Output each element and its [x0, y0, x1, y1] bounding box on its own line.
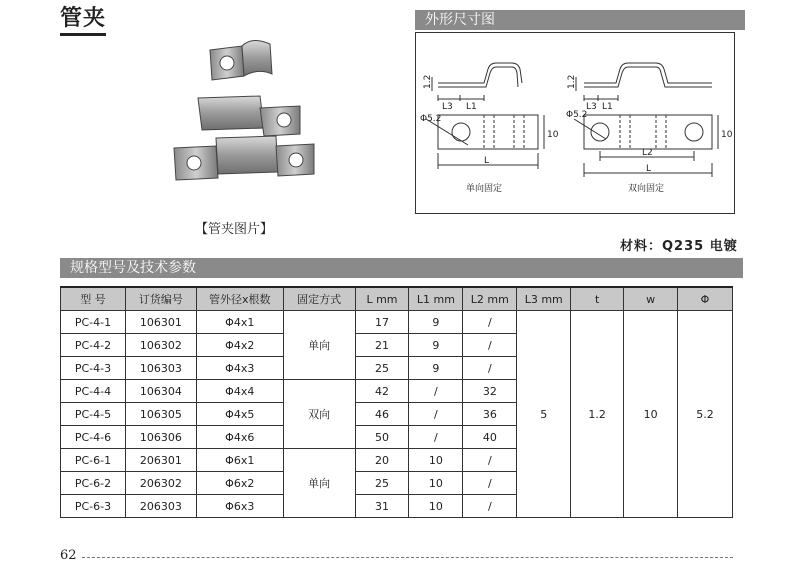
left-caption: 单向固定 [466, 184, 503, 194]
cell-w: 10 [624, 311, 678, 518]
cell-l1: 9 [409, 357, 463, 380]
header-l: L mm [355, 287, 409, 311]
cell-l: 46 [355, 403, 409, 426]
cell-l: 17 [355, 311, 409, 334]
cell-order: 106302 [125, 334, 196, 357]
cell-l1: 9 [409, 334, 463, 357]
right-l3-label: L3 [586, 102, 597, 112]
cell-l2: / [463, 449, 517, 472]
table-row [61, 311, 733, 334]
header-phi: Φ [678, 287, 733, 311]
cell-pipe: Φ6x3 [196, 495, 283, 518]
cell-t: 1.2 [571, 311, 624, 518]
cell-l1: / [409, 426, 463, 449]
right-caption: 双向固定 [628, 184, 665, 194]
footer-divider [82, 557, 733, 558]
left-hole-label: Φ5.2 [420, 114, 442, 124]
cell-pipe: Φ4x5 [196, 403, 283, 426]
header-order-no: 订货编号 [125, 287, 196, 311]
cell-model: PC-4-5 [61, 403, 126, 426]
spec-section-header: 规格型号及技术参数 [60, 258, 743, 278]
cell-model: PC-4-1 [61, 311, 126, 334]
cell-l1: 10 [409, 472, 463, 495]
cell-l2: / [463, 334, 517, 357]
cell-model: PC-4-2 [61, 334, 126, 357]
single-clamp-photo [210, 40, 272, 80]
single-clamp-photo-2 [198, 96, 300, 136]
photo-caption: 【管夹图片】 [195, 222, 274, 237]
cell-pipe: Φ4x1 [196, 311, 283, 334]
cell-model: PC-4-3 [61, 357, 126, 380]
left-l3-label: L3 [442, 102, 453, 112]
cell-l: 50 [355, 426, 409, 449]
header-pipe-size: 管外径x根数 [196, 287, 283, 311]
cell-l1: 10 [409, 449, 463, 472]
left-width-label: 10 [547, 130, 559, 140]
left-l-label: L [484, 156, 490, 166]
cell-order: 106301 [125, 311, 196, 334]
cell-l3: 5 [517, 311, 571, 518]
header-model: 型 号 [61, 287, 126, 311]
page-number: 62 [60, 548, 77, 563]
cell-l: 20 [355, 449, 409, 472]
pipe-clamp-photo [160, 38, 330, 203]
right-l2-label: L2 [642, 148, 653, 158]
cell-pipe: Φ6x2 [196, 472, 283, 495]
cell-pipe: Φ4x4 [196, 380, 283, 403]
cell-model: PC-6-1 [61, 449, 126, 472]
right-thickness-label: 1.2 [567, 74, 577, 89]
cell-order: 106304 [125, 380, 196, 403]
header-l2: L2 mm [463, 287, 517, 311]
header-l3: L3 mm [517, 287, 571, 311]
double-clamp-photo [174, 136, 314, 180]
cell-l1: / [409, 403, 463, 426]
cell-model: PC-6-2 [61, 472, 126, 495]
header-w: w [624, 287, 678, 311]
cell-l1: 10 [409, 495, 463, 518]
cell-phi: 5.2 [678, 311, 733, 518]
cell-l2: 40 [463, 426, 517, 449]
header-mounting: 固定方式 [283, 287, 355, 311]
cell-model: PC-6-3 [61, 495, 126, 518]
dimension-section-header: 外形尺寸图 [415, 10, 745, 30]
cell-l2: 32 [463, 380, 517, 403]
left-thickness-label: 1.2 [423, 74, 433, 89]
cell-pipe: Φ4x3 [196, 357, 283, 380]
header-l1: L1 mm [409, 287, 463, 311]
cell-l1: / [409, 380, 463, 403]
right-width-label: 10 [721, 130, 733, 140]
cell-pipe: Φ6x1 [196, 449, 283, 472]
cell-mounting: 双向 [283, 380, 355, 449]
cell-order: 106303 [125, 357, 196, 380]
cell-l: 25 [355, 472, 409, 495]
cell-model: PC-4-4 [61, 380, 126, 403]
page-title: 管夹 [60, 6, 106, 36]
cell-l: 21 [355, 334, 409, 357]
cell-pipe: Φ4x6 [196, 426, 283, 449]
cell-order: 106305 [125, 403, 196, 426]
cell-l2: / [463, 472, 517, 495]
table-header-row [61, 287, 733, 311]
header-t: t [571, 287, 624, 311]
cell-l2: / [463, 311, 517, 334]
cell-l1: 9 [409, 311, 463, 334]
cell-l2: 36 [463, 403, 517, 426]
cell-order: 106306 [125, 426, 196, 449]
cell-mounting: 单向 [283, 311, 355, 380]
left-l1-label: L1 [466, 102, 477, 112]
cell-order: 206302 [125, 472, 196, 495]
cell-l: 42 [355, 380, 409, 403]
cell-mounting: 单向 [283, 449, 355, 518]
cell-l2: / [463, 495, 517, 518]
spec-table [60, 286, 733, 518]
cell-pipe: Φ4x2 [196, 334, 283, 357]
right-hole-label: Φ5.2 [566, 110, 588, 120]
dimension-diagram [415, 32, 735, 214]
right-l-label: L [646, 164, 652, 174]
cell-order: 206301 [125, 449, 196, 472]
cell-l: 31 [355, 495, 409, 518]
cell-model: PC-4-6 [61, 426, 126, 449]
cell-order: 206303 [125, 495, 196, 518]
cell-l2: / [463, 357, 517, 380]
right-l1-label: L1 [602, 102, 613, 112]
cell-l: 25 [355, 357, 409, 380]
material-spec: 材料：Q235 电镀 [620, 239, 738, 254]
